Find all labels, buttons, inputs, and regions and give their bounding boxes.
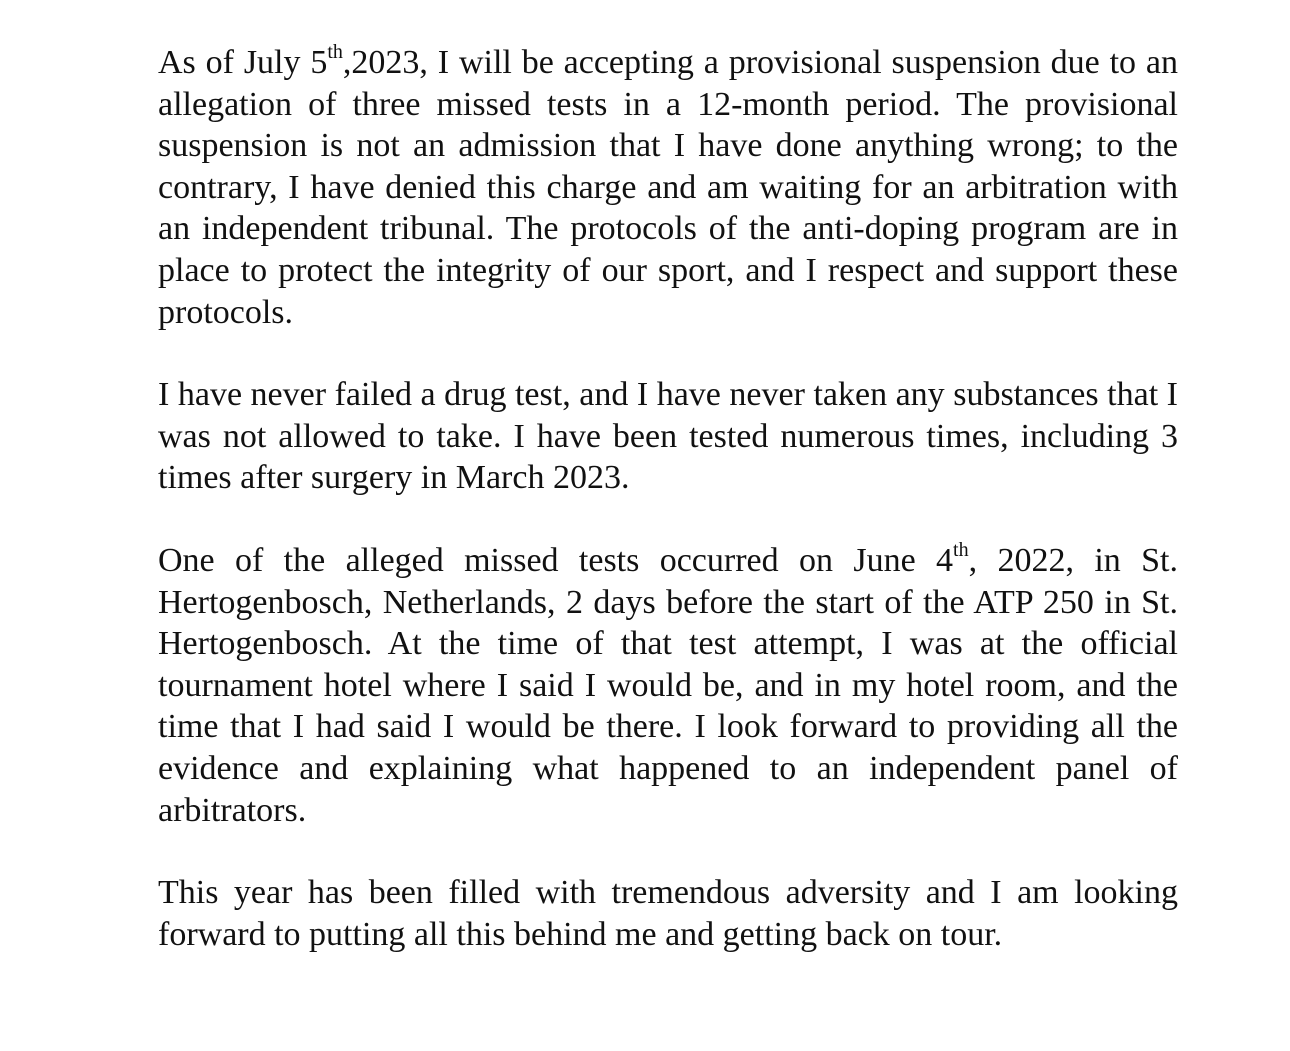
paragraph-never-failed [158, 374, 1178, 499]
text-segment: This year has been filled with tremendous adversity and I am looking forward to putting all this behind me and getting back on tour. [158, 874, 1178, 953]
text-segment: As of July 5 [158, 44, 328, 81]
ordinal-suffix: th [953, 538, 969, 561]
paragraph-missed-test [158, 540, 1178, 831]
text-segment: One of the alleged missed tests occurred on June 4 [158, 541, 954, 579]
statement-document [158, 42, 1178, 955]
text-segment: , 2022, in St. Hertogenbosch, Netherlands, 2 days before the start of the ATP 250 in St. Hertogenbosch. At the time of that test attempt, I was at the official tournament hotel where I said I would be, and in my hotel room, and the time that I had said I would be there. I look forward to providing all the evidence and explaining what happened to an independent panel of arbitrators. [158, 541, 1178, 829]
text-segment: I have never failed a drug test, and I have never taken any substances that I was not allowed to take. I have been tested numerous times, including 3 times after surgery in March 2023. [158, 376, 1178, 497]
paragraph-looking-forward [158, 872, 1178, 955]
paragraph-suspension [158, 42, 1178, 333]
ordinal-suffix: th [327, 41, 343, 63]
text-segment: ,2023, I will be accepting a provisional suspension due to an allegation of three missed tests in a 12-month period. The provisional suspension is not an admission that I have done anything wrong; to the contrary, I have denied this charge and am waiting for an arbitration with an independent tribunal. The protocols of the anti-doping program are in place to protect the integrity of our sport, and I respect and support these protocols. [158, 44, 1178, 331]
